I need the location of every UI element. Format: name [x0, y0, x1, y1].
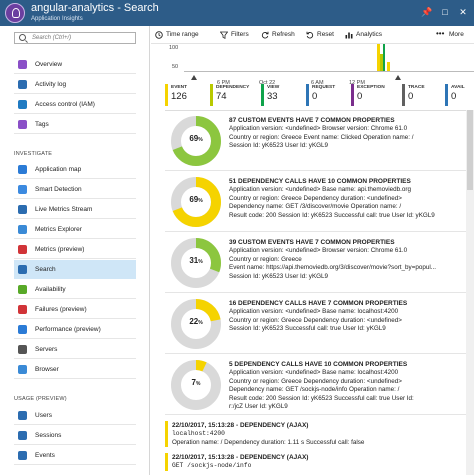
events-icon: [18, 451, 27, 460]
availability-icon: [18, 285, 27, 294]
donut-chart: [169, 175, 223, 229]
donut-chart: [169, 297, 223, 351]
timeline-tick: 6 PM: [217, 80, 230, 86]
count-value: 0: [451, 91, 457, 102]
count-label: TRACE: [408, 85, 425, 90]
sidebar-item-tags[interactable]: [14, 115, 136, 134]
failures-icon: [18, 305, 27, 314]
result-group-title: 5 DEPENDENCY CALLS HAVE 10 COMMON PROPERTIES: [229, 361, 408, 368]
count-label: AVAIL: [451, 85, 465, 90]
timeline-tick: Oct 22: [259, 80, 276, 86]
metrics-preview-icon: [18, 245, 27, 254]
result-group-property: Application version: <undefined> Base name: localhost:4200: [229, 308, 399, 315]
performance-icon: [18, 325, 27, 334]
filters-label: Filters: [231, 31, 249, 38]
sidebar-item-label: Overview: [35, 61, 63, 68]
sidebar-item-search[interactable]: [14, 260, 136, 279]
count-value: 74: [216, 91, 227, 102]
donut-percent: [169, 195, 223, 204]
sidebar-item-label: Availability: [35, 286, 66, 293]
sidebar-item-users[interactable]: [14, 406, 136, 425]
donut-percent: [169, 256, 223, 265]
search-blade: [151, 26, 474, 475]
timeline-marker[interactable]: [395, 75, 401, 80]
result-group-property: r:/jcZ User Id: yKGL9: [229, 403, 288, 410]
close-icon[interactable]: ✕: [459, 7, 467, 17]
result-group-property: Session Id: yK6523 Successful call: true User Id: yKGL9: [229, 325, 386, 332]
result-group-card[interactable]: [165, 355, 474, 415]
result-group-property: Application version: <undefined> Base name: api.themoviedb.org: [229, 186, 412, 193]
time-range-label: Time range: [166, 31, 199, 38]
telemetry-type-counts: [165, 84, 474, 106]
toolbar: [151, 26, 474, 44]
application-insights-logo-icon: [5, 3, 25, 23]
donut-chart: [169, 358, 223, 412]
sidebar-item-label: Activity log: [35, 81, 67, 88]
percent-sign: %: [198, 259, 203, 265]
count-label: EXCEPTION: [357, 85, 385, 90]
count-value: 33: [267, 91, 278, 102]
sidebar-item-label: Users: [35, 412, 52, 419]
sidebar-item-label: Browser: [35, 366, 59, 373]
result-group-property: Country or region: Greece: [229, 255, 302, 263]
sidebar-item-label: Sessions: [35, 432, 62, 439]
refresh-icon: [261, 31, 269, 39]
window-title: angular-analytics - Search: [31, 2, 159, 14]
result-group-property: Dependency name: GET /3/discover/movie Operation name: /: [229, 203, 402, 210]
percent-sign: %: [198, 137, 203, 143]
timeline-tick: 12 PM: [349, 80, 365, 86]
activity-log-icon: [18, 80, 27, 89]
section-usage: USAGE (PREVIEW): [14, 396, 67, 402]
title-bar: [0, 0, 474, 26]
result-group-property: Event name: https://api.themoviedb.org/3/discover/movie?sort_by=popul...: [229, 264, 437, 271]
sidebar-item-metrics-explorer[interactable]: [14, 220, 136, 239]
sidebar-item-failures-preview[interactable]: [14, 300, 136, 319]
donut-percent-value: 7: [191, 378, 196, 387]
live-metrics-icon: [18, 205, 27, 214]
tag-icon: [18, 120, 27, 129]
reset-icon: [306, 31, 314, 39]
result-group-property: Application version: <undefined> Base name: localhost:4200: [229, 369, 399, 376]
timeline-bar: [383, 44, 385, 71]
sidebar-item-servers[interactable]: [14, 340, 136, 359]
result-group-property: Result code: 200 Session Id: yK6523 Successful call: true User Id:: [229, 394, 414, 402]
filters-button[interactable]: [220, 29, 249, 41]
analytics-button[interactable]: [345, 29, 382, 41]
count-label: DEPENDENCY: [216, 85, 250, 90]
reset-label: Reset: [317, 31, 334, 38]
count-trace[interactable]: [402, 84, 425, 106]
sidebar-item-label: Tags: [35, 121, 49, 128]
search-icon: [18, 265, 27, 274]
overview-icon: [18, 60, 27, 69]
timeline-y-mid: 50: [172, 64, 179, 70]
donut-percent: [169, 378, 223, 387]
event-detail: Operation name: / Dependency duration: 1.11 s Successful call: false: [172, 438, 365, 446]
count-label: REQUEST: [312, 85, 336, 90]
result-group-property: Session Id: yK6523 User Id: yKGL9: [229, 272, 329, 280]
pin-icon[interactable]: 📌: [421, 7, 433, 17]
event-title: 22/10/2017, 15:13:28 - DEPENDENCY (AJAX): [172, 422, 309, 429]
result-group-card[interactable]: [165, 172, 474, 232]
count-value: 126: [171, 91, 187, 102]
sidebar-item-events[interactable]: [14, 446, 136, 465]
event-target: GET /sockjs-node/info: [172, 462, 252, 469]
browser-icon: [18, 365, 27, 374]
count-request[interactable]: [306, 84, 335, 106]
search-results: [165, 110, 474, 475]
percent-sign: %: [198, 320, 203, 326]
donut-percent-value: 69: [189, 134, 199, 143]
clock-icon: [155, 31, 163, 39]
section-investigate: INVESTIGATE: [14, 151, 53, 157]
sidebar: [0, 26, 150, 475]
donut-percent-value: 22: [189, 317, 199, 326]
result-group-property: Application version: <undefined> Browser version: Chrome 61.0: [229, 125, 408, 132]
percent-sign: %: [198, 198, 203, 204]
timeline-y-max: 100: [169, 45, 179, 51]
result-event-row[interactable]: [165, 421, 474, 447]
analytics-label: Analytics: [356, 31, 383, 38]
count-label: VIEW: [267, 85, 280, 90]
event-title: 22/10/2017, 15:13:28 - DEPENDENCY (AJAX): [172, 454, 309, 461]
more-icon: •••: [436, 29, 445, 38]
menu-search-placeholder: Search (Ctrl+/): [32, 35, 72, 41]
servers-icon: [18, 345, 27, 354]
sidebar-item-overview[interactable]: [14, 55, 136, 74]
result-group-title: 51 DEPENDENCY CALLS HAVE 10 COMMON PROPERTIES: [229, 178, 411, 185]
result-group-card[interactable]: [165, 233, 474, 293]
timeline-baseline: [184, 71, 474, 72]
donut-percent: [169, 317, 223, 326]
count-event[interactable]: [165, 84, 187, 106]
sidebar-item-activity-log[interactable]: [14, 75, 136, 94]
timeline-marker[interactable]: [191, 75, 197, 80]
result-group-title: 16 DEPENDENCY CALLS HAVE 7 COMMON PROPERTIES: [229, 300, 408, 307]
count-exception[interactable]: [351, 84, 385, 106]
count-label: EVENT: [171, 85, 187, 90]
result-group-property: Country or region: Greece Event name: Clicked Operation name: /: [229, 133, 414, 141]
count-value: 0: [357, 91, 363, 102]
refresh-label: Refresh: [272, 31, 295, 38]
donut-percent-value: 31: [189, 256, 199, 265]
sidebar-item-label: Performance (preview): [35, 326, 101, 333]
count-dependency[interactable]: [210, 84, 249, 106]
time-range-button[interactable]: [155, 29, 199, 41]
result-group-property: Session Id: yK6523 User Id: yKGL9: [229, 142, 329, 149]
result-group-property: Dependency name: GET /sockjs-node/info Operation name: /: [229, 386, 400, 393]
sidebar-item-label: Metrics (preview): [35, 246, 85, 253]
result-group-details: [229, 177, 474, 220]
timeline-tick: 6 AM: [311, 80, 324, 86]
result-group-property: Result code: 200 Session Id: yK6523 Successful call: true User Id: yKGL9: [229, 211, 435, 219]
refresh-button[interactable]: [261, 29, 295, 41]
donut-chart: [169, 236, 223, 290]
search-icon: [19, 34, 26, 41]
sidebar-item-label: Metrics Explorer: [35, 226, 82, 233]
sidebar-item-live-metrics-stream[interactable]: [14, 200, 136, 219]
sidebar-item-performance-preview[interactable]: [14, 320, 136, 339]
timeline-bar: [387, 62, 390, 71]
sidebar-item-metrics-preview[interactable]: [14, 240, 136, 259]
result-group-title: 87 CUSTOM EVENTS HAVE 7 COMMON PROPERTIES: [229, 117, 395, 124]
sidebar-item-label: Servers: [35, 346, 58, 353]
result-group-property: Country or region: Greece Dependency duration: <undefined>: [229, 377, 402, 385]
event-target: localhost:4200: [172, 430, 225, 437]
result-group-property: Country or region: Greece Dependency duration: <undefined>: [229, 194, 402, 202]
result-group-details: [229, 299, 474, 334]
smart-detection-icon: [18, 185, 27, 194]
sidebar-item-label: Smart Detection: [35, 186, 82, 193]
filter-icon: [220, 31, 228, 39]
sidebar-item-label: Application map: [35, 166, 82, 173]
results-scrollbar[interactable]: [466, 110, 474, 475]
donut-percent-value: 69: [189, 195, 199, 204]
scrollbar-thumb[interactable]: [467, 110, 473, 190]
sidebar-item-access-control-iam[interactable]: [14, 95, 136, 114]
app-map-icon: [18, 165, 27, 174]
window-subtitle: Application Insights: [31, 16, 83, 22]
menu-search-input[interactable]: [14, 32, 136, 44]
sidebar-item-label: Events: [35, 452, 55, 459]
result-event-row[interactable]: [165, 453, 474, 471]
count-value: 0: [408, 91, 414, 102]
result-group-details: [229, 116, 474, 151]
result-group-property: Country or region: Greece Dependency duration: <undefined>: [229, 316, 402, 324]
sidebar-item-label: Access control (IAM): [35, 101, 95, 108]
result-group-details: [229, 238, 474, 281]
analytics-icon: [345, 31, 353, 39]
sidebar-item-availability[interactable]: [14, 280, 136, 299]
donut-chart: [169, 114, 223, 168]
result-group-card[interactable]: [165, 111, 474, 171]
result-group-property: Application version: <undefined> Browser version: Chrome 61.0: [229, 247, 408, 254]
percent-sign: %: [196, 381, 201, 387]
donut-percent: [169, 134, 223, 143]
iam-icon: [18, 100, 27, 109]
count-view[interactable]: [261, 84, 279, 106]
count-avail[interactable]: [445, 84, 465, 106]
maximize-icon[interactable]: □: [442, 7, 448, 17]
sidebar-item-label: Live Metrics Stream: [35, 206, 93, 213]
count-value: 0: [312, 91, 318, 102]
result-group-title: 39 CUSTOM EVENTS HAVE 7 COMMON PROPERTIES: [229, 239, 395, 246]
more-button[interactable]: [436, 29, 464, 41]
reset-button[interactable]: [306, 29, 334, 41]
sidebar-item-sessions[interactable]: [14, 426, 136, 445]
sidebar-item-application-map[interactable]: [14, 160, 136, 179]
users-icon: [18, 411, 27, 420]
sidebar-item-label: Search: [35, 266, 56, 273]
more-label: More: [449, 31, 464, 38]
result-group-details: [229, 360, 474, 412]
sidebar-item-label: Failures (preview): [35, 306, 87, 313]
sessions-icon: [18, 431, 27, 440]
sidebar-item-browser[interactable]: [14, 360, 136, 379]
sidebar-item-smart-detection[interactable]: [14, 180, 136, 199]
metrics-explorer-icon: [18, 225, 27, 234]
result-group-card[interactable]: [165, 294, 474, 354]
